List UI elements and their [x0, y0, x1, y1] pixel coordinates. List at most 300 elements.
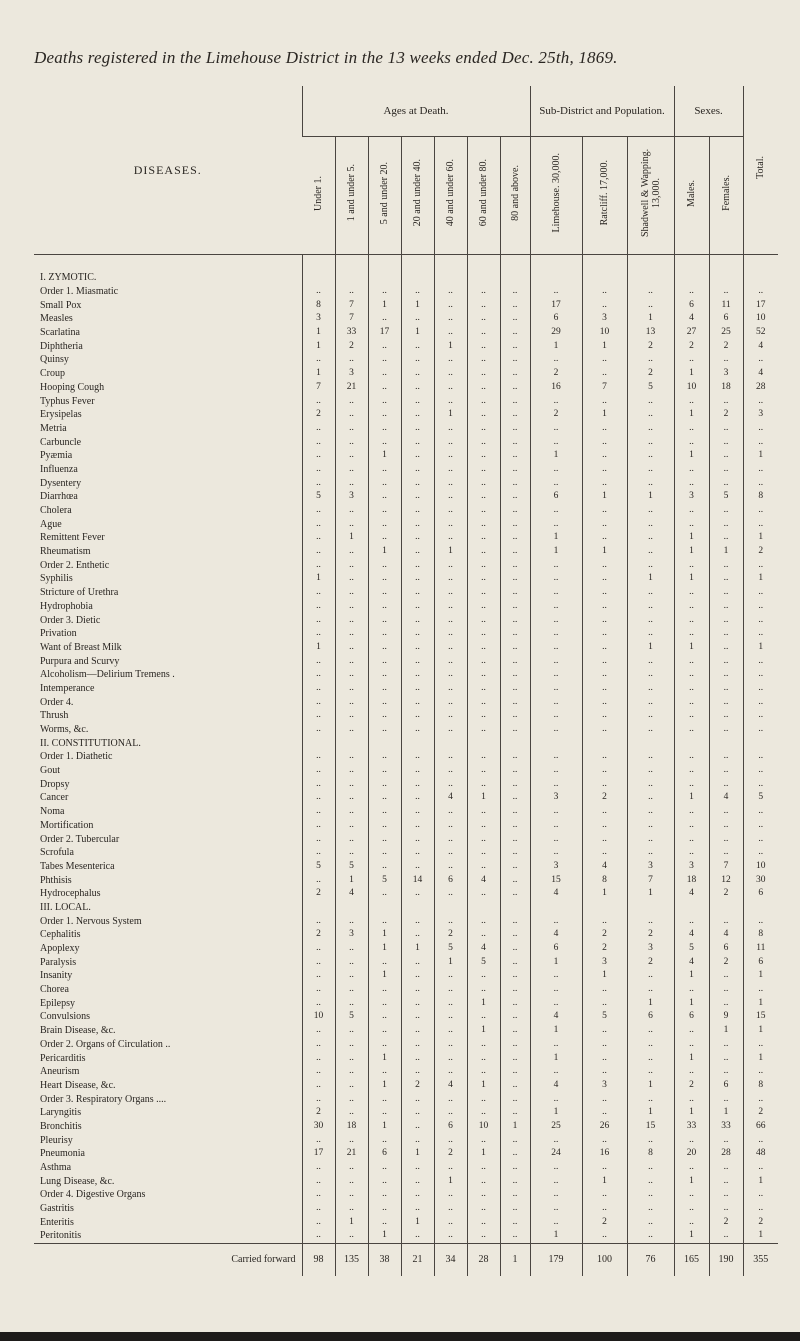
count-cell: 16: [582, 1147, 627, 1161]
count-cell: ..: [401, 791, 434, 805]
count-cell: ..: [467, 695, 500, 709]
count-cell: 2: [743, 1106, 778, 1120]
count-cell: ..: [709, 1051, 743, 1065]
count-cell: ..: [674, 1215, 709, 1229]
count-cell: ..: [530, 682, 582, 696]
count-cell: ..: [674, 1161, 709, 1175]
table-row: [34, 1133, 778, 1147]
count-cell: ..: [401, 983, 434, 997]
count-cell: ..: [401, 1092, 434, 1106]
count-cell: 1: [530, 1229, 582, 1243]
count-cell: 3: [530, 860, 582, 874]
count-cell: ..: [401, 996, 434, 1010]
count-cell: ..: [582, 777, 627, 791]
count-cell: ..: [709, 504, 743, 518]
count-cell: 1: [368, 969, 401, 983]
count-cell: ..: [674, 422, 709, 436]
deaths-table: [34, 86, 778, 1276]
count-cell: ..: [401, 504, 434, 518]
count-cell: 1: [368, 545, 401, 559]
count-cell: ..: [335, 914, 368, 928]
column-header: Females.: [709, 137, 743, 255]
count-cell: ..: [627, 353, 674, 367]
count-cell: 1: [368, 942, 401, 956]
count-cell: ..: [709, 777, 743, 791]
disease-label: Privation: [40, 628, 77, 640]
count-cell: [434, 736, 467, 750]
count-cell: ..: [368, 381, 401, 395]
count-cell: ..: [582, 558, 627, 572]
count-cell: ..: [530, 654, 582, 668]
count-cell: ..: [467, 723, 500, 737]
count-cell: ..: [582, 463, 627, 477]
count-cell: ..: [335, 1079, 368, 1093]
table-row: [34, 1215, 778, 1229]
count-cell: ..: [674, 819, 709, 833]
count-cell: ..: [743, 613, 778, 627]
count-cell: ..: [743, 750, 778, 764]
count-cell: ..: [434, 860, 467, 874]
count-cell: ..: [302, 1092, 335, 1106]
count-cell: ..: [674, 805, 709, 819]
count-cell: ..: [401, 819, 434, 833]
count-cell: ..: [335, 1202, 368, 1216]
count-cell: [582, 901, 627, 915]
count-cell: 4: [530, 887, 582, 901]
count-cell: 1: [401, 1215, 434, 1229]
count-cell: ..: [335, 422, 368, 436]
count-cell: ..: [434, 887, 467, 901]
count-cell: 1: [743, 572, 778, 586]
column-header: Limehouse. 30,000.: [530, 137, 582, 255]
count-cell: ..: [530, 517, 582, 531]
count-cell: 1: [467, 1079, 500, 1093]
count-cell: ..: [401, 572, 434, 586]
table-row: [34, 1161, 778, 1175]
count-cell: [582, 271, 627, 285]
count-cell: ..: [368, 641, 401, 655]
count-cell: ..: [434, 476, 467, 490]
column-header: 80 and above.: [500, 137, 530, 255]
count-cell: 1: [530, 449, 582, 463]
count-cell: 2: [582, 1215, 627, 1229]
count-cell: ..: [368, 339, 401, 353]
count-cell: ..: [368, 435, 401, 449]
table-header: [34, 86, 778, 255]
count-cell: ..: [434, 517, 467, 531]
column-header: 40 and under 60.: [434, 137, 467, 255]
count-cell: ..: [582, 504, 627, 518]
disease-label: Order 2. Enthetic: [40, 559, 110, 571]
count-cell: 4: [530, 928, 582, 942]
count-cell: ..: [467, 1161, 500, 1175]
count-cell: ..: [335, 558, 368, 572]
count-cell: ..: [709, 1174, 743, 1188]
count-cell: ..: [582, 476, 627, 490]
disease-label: Order 4. Digestive Organs: [40, 1189, 146, 1201]
count-cell: ..: [530, 1038, 582, 1052]
count-cell: ..: [401, 449, 434, 463]
count-cell: ..: [401, 1229, 434, 1243]
count-cell: ..: [467, 641, 500, 655]
count-cell: 4: [530, 1010, 582, 1024]
count-cell: ..: [743, 805, 778, 819]
count-cell: ..: [335, 654, 368, 668]
count-cell: ..: [627, 1202, 674, 1216]
count-cell: ..: [530, 764, 582, 778]
page-title: Deaths registered in the Limehouse District in the 13 weeks ended Dec. 25th, 1869.: [34, 48, 618, 67]
count-cell: 1: [335, 873, 368, 887]
count-cell: ..: [582, 613, 627, 627]
count-cell: ..: [368, 682, 401, 696]
count-cell: ..: [302, 709, 335, 723]
count-cell: ..: [434, 312, 467, 326]
count-cell: ..: [467, 572, 500, 586]
disease-label: Carbuncle: [40, 436, 82, 448]
count-cell: ..: [434, 1010, 467, 1024]
count-cell: 4: [434, 1079, 467, 1093]
count-cell: ..: [434, 586, 467, 600]
count-cell: ..: [709, 1161, 743, 1175]
table-row: [34, 271, 778, 285]
count-cell: ..: [582, 435, 627, 449]
count-cell: ..: [582, 914, 627, 928]
count-cell: ..: [302, 449, 335, 463]
count-cell: 2: [434, 928, 467, 942]
disease-label: Brain Disease, &c.: [40, 1025, 116, 1037]
count-cell: ..: [368, 695, 401, 709]
disease-label: Scrofula: [40, 847, 74, 859]
count-cell: ..: [674, 832, 709, 846]
count-cell: ..: [582, 353, 627, 367]
count-cell: 7: [335, 298, 368, 312]
count-cell: ..: [500, 668, 530, 682]
count-cell: ..: [467, 600, 500, 614]
count-cell: [401, 736, 434, 750]
count-cell: ..: [627, 668, 674, 682]
count-cell: ..: [530, 996, 582, 1010]
count-cell: ..: [467, 545, 500, 559]
count-cell: ..: [434, 777, 467, 791]
disease-label: Influenza: [40, 463, 78, 475]
count-cell: ..: [335, 1065, 368, 1079]
count-cell: 17: [530, 298, 582, 312]
count-cell: ..: [302, 422, 335, 436]
count-cell: 4: [709, 791, 743, 805]
disease-label: Purpura and Scurvy: [40, 655, 120, 667]
count-cell: ..: [368, 1188, 401, 1202]
count-cell: 8: [582, 873, 627, 887]
disease-label: Mortification: [40, 819, 94, 831]
count-cell: ..: [467, 381, 500, 395]
count-cell: ..: [743, 285, 778, 299]
count-cell: ..: [743, 1202, 778, 1216]
count-cell: ..: [530, 695, 582, 709]
count-cell: ..: [401, 394, 434, 408]
count-cell: ..: [434, 394, 467, 408]
count-cell: ..: [434, 1133, 467, 1147]
count-cell: ..: [467, 750, 500, 764]
table-row: [34, 832, 778, 846]
count-cell: ..: [368, 1133, 401, 1147]
count-cell: ..: [302, 846, 335, 860]
count-cell: ..: [335, 435, 368, 449]
count-cell: ..: [434, 449, 467, 463]
count-cell: ..: [674, 1038, 709, 1052]
table-row: [34, 613, 778, 627]
count-cell: 1: [674, 408, 709, 422]
table-row: [34, 1106, 778, 1120]
count-cell: 33: [709, 1120, 743, 1134]
count-cell: 1: [709, 1106, 743, 1120]
count-cell: ..: [582, 819, 627, 833]
count-cell: ..: [335, 1106, 368, 1120]
count-cell: ..: [401, 1202, 434, 1216]
count-cell: ..: [335, 695, 368, 709]
count-cell: [467, 271, 500, 285]
count-cell: ..: [709, 996, 743, 1010]
count-cell: ..: [302, 476, 335, 490]
count-cell: ..: [434, 353, 467, 367]
count-cell: ..: [743, 777, 778, 791]
count-cell: ..: [401, 476, 434, 490]
disease-label: Lung Disease, &c.: [40, 1175, 115, 1187]
table-row: [34, 750, 778, 764]
table-row: [34, 1010, 778, 1024]
count-cell: ..: [709, 600, 743, 614]
count-cell: ..: [434, 641, 467, 655]
count-cell: 2: [302, 1106, 335, 1120]
count-cell: ..: [627, 476, 674, 490]
count-cell: ..: [335, 449, 368, 463]
count-cell: [627, 901, 674, 915]
count-cell: ..: [627, 586, 674, 600]
total-cell: 28: [467, 1243, 500, 1276]
count-cell: ..: [500, 764, 530, 778]
sexes-group-header: Sexes.: [674, 86, 743, 137]
count-cell: ..: [302, 1024, 335, 1038]
count-cell: ..: [709, 572, 743, 586]
count-cell: ..: [368, 463, 401, 477]
count-cell: ..: [401, 408, 434, 422]
count-cell: ..: [467, 558, 500, 572]
disease-label: Tabes Mesenterica: [40, 860, 115, 872]
table-row: [34, 285, 778, 299]
count-cell: [709, 736, 743, 750]
count-cell: ..: [709, 914, 743, 928]
count-cell: ..: [709, 394, 743, 408]
count-cell: ..: [434, 381, 467, 395]
count-cell: ..: [582, 1024, 627, 1038]
count-cell: ..: [627, 435, 674, 449]
count-cell: ..: [530, 914, 582, 928]
count-cell: [582, 736, 627, 750]
count-cell: ..: [709, 764, 743, 778]
count-cell: ..: [627, 422, 674, 436]
count-cell: ..: [500, 394, 530, 408]
count-cell: ..: [500, 777, 530, 791]
count-cell: [335, 271, 368, 285]
count-cell: 1: [467, 1024, 500, 1038]
table-row: [34, 476, 778, 490]
count-cell: [434, 901, 467, 915]
count-cell: ..: [467, 709, 500, 723]
count-cell: ..: [434, 668, 467, 682]
count-cell: ..: [302, 463, 335, 477]
count-cell: ..: [500, 517, 530, 531]
disease-label: Croup: [40, 368, 65, 380]
column-header: Total.: [743, 86, 778, 255]
count-cell: ..: [434, 709, 467, 723]
count-cell: ..: [368, 805, 401, 819]
count-cell: ..: [674, 504, 709, 518]
count-cell: 1: [582, 490, 627, 504]
count-cell: ..: [434, 764, 467, 778]
count-cell: ..: [467, 805, 500, 819]
count-cell: ..: [401, 531, 434, 545]
count-cell: ..: [335, 1024, 368, 1038]
count-cell: ..: [434, 996, 467, 1010]
count-cell: ..: [627, 805, 674, 819]
count-cell: ..: [500, 381, 530, 395]
count-cell: 5: [302, 490, 335, 504]
count-cell: ..: [368, 600, 401, 614]
disease-label: Gout: [40, 765, 60, 777]
count-cell: ..: [500, 476, 530, 490]
count-cell: ..: [674, 764, 709, 778]
count-cell: ..: [674, 723, 709, 737]
count-cell: ..: [627, 545, 674, 559]
count-cell: ..: [467, 1215, 500, 1229]
count-cell: 1: [627, 887, 674, 901]
count-cell: 2: [709, 887, 743, 901]
count-cell: ..: [401, 627, 434, 641]
count-cell: ..: [401, 490, 434, 504]
count-cell: 1: [743, 1174, 778, 1188]
count-cell: [530, 901, 582, 915]
count-cell: ..: [582, 600, 627, 614]
count-cell: 5: [467, 955, 500, 969]
table-row: [34, 1188, 778, 1202]
count-cell: ..: [709, 517, 743, 531]
table-row: [34, 558, 778, 572]
count-cell: ..: [582, 1229, 627, 1243]
count-cell: 5: [335, 860, 368, 874]
count-cell: 2: [674, 1079, 709, 1093]
count-cell: 2: [743, 545, 778, 559]
count-cell: 3: [627, 942, 674, 956]
count-cell: ..: [500, 490, 530, 504]
count-cell: ..: [674, 750, 709, 764]
count-cell: ..: [674, 613, 709, 627]
count-cell: 25: [709, 326, 743, 340]
count-cell: ..: [530, 627, 582, 641]
count-cell: 1: [368, 928, 401, 942]
count-cell: ..: [709, 641, 743, 655]
count-cell: 1: [627, 1079, 674, 1093]
count-cell: ..: [627, 1092, 674, 1106]
count-cell: [709, 271, 743, 285]
count-cell: 11: [743, 942, 778, 956]
count-cell: ..: [709, 476, 743, 490]
count-cell: ..: [674, 1202, 709, 1216]
count-cell: ..: [709, 983, 743, 997]
count-cell: ..: [627, 394, 674, 408]
count-cell: 13: [627, 326, 674, 340]
count-cell: 3: [582, 312, 627, 326]
count-cell: ..: [302, 942, 335, 956]
count-cell: ..: [302, 1133, 335, 1147]
count-cell: 9: [709, 1010, 743, 1024]
count-cell: ..: [335, 819, 368, 833]
total-cell: 1: [500, 1243, 530, 1276]
count-cell: ..: [335, 1051, 368, 1065]
count-cell: 6: [530, 942, 582, 956]
count-cell: ..: [709, 654, 743, 668]
count-cell: ..: [743, 1133, 778, 1147]
count-cell: ..: [368, 1010, 401, 1024]
count-cell: ..: [500, 1038, 530, 1052]
disease-label: Insanity: [40, 970, 73, 982]
count-cell: ..: [434, 285, 467, 299]
count-cell: ..: [582, 1161, 627, 1175]
count-cell: ..: [743, 600, 778, 614]
count-cell: [627, 736, 674, 750]
count-cell: ..: [582, 367, 627, 381]
count-cell: ..: [500, 572, 530, 586]
count-cell: ..: [467, 1051, 500, 1065]
count-cell: ..: [500, 1161, 530, 1175]
count-cell: ..: [582, 572, 627, 586]
count-cell: ..: [709, 832, 743, 846]
count-cell: ..: [368, 312, 401, 326]
count-cell: ..: [368, 1024, 401, 1038]
total-cell: 76: [627, 1243, 674, 1276]
count-cell: 33: [335, 326, 368, 340]
count-cell: ..: [709, 819, 743, 833]
disease-label: Aneurism: [40, 1066, 80, 1078]
count-cell: ..: [302, 668, 335, 682]
count-cell: 1: [709, 545, 743, 559]
count-cell: ..: [674, 600, 709, 614]
count-cell: ..: [467, 914, 500, 928]
disease-label: Pneumonia: [40, 1148, 85, 1160]
count-cell: ..: [500, 1079, 530, 1093]
count-cell: ..: [627, 846, 674, 860]
table-row: [34, 641, 778, 655]
disease-label: III. LOCAL.: [40, 901, 91, 913]
count-cell: ..: [467, 819, 500, 833]
count-cell: ..: [674, 394, 709, 408]
disease-label: Order 2. Tubercular: [40, 833, 120, 845]
count-cell: 48: [743, 1147, 778, 1161]
count-cell: ..: [627, 558, 674, 572]
count-cell: ..: [500, 586, 530, 600]
count-cell: ..: [500, 1010, 530, 1024]
count-cell: 1: [434, 408, 467, 422]
count-cell: ..: [500, 1202, 530, 1216]
count-cell: ..: [500, 641, 530, 655]
count-cell: 1: [674, 996, 709, 1010]
count-cell: 7: [582, 381, 627, 395]
count-cell: ..: [530, 394, 582, 408]
column-header: Shadwell & Wapping. 13,000.: [627, 137, 674, 255]
table-row: [34, 627, 778, 641]
count-cell: ..: [401, 668, 434, 682]
count-cell: ..: [627, 682, 674, 696]
count-cell: ..: [709, 285, 743, 299]
count-cell: ..: [627, 1051, 674, 1065]
